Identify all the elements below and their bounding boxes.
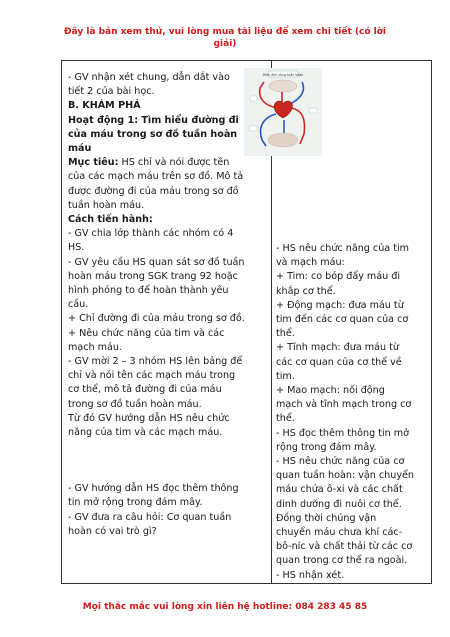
text-line: - HS nêu chức năng của cơ <box>276 456 405 468</box>
text-line: tiết 2 của bài học. <box>68 86 155 98</box>
text-line: các cơ quan của cơ thể về <box>276 356 402 368</box>
activity-title: Hoạt động 1: Tìm hiểu đường đi <box>68 114 239 126</box>
preview-notice: Đây là bản xem thử, vui lòng mua tài liệu để xem chi tiết (có lời giải) <box>63 27 387 49</box>
text-line: HS. <box>68 242 85 254</box>
text-line: và mạch máu: <box>276 257 345 269</box>
text-line: hoàn máu trong SGK trang 92 hoặc <box>68 270 238 282</box>
text-line: cầu. <box>68 299 89 311</box>
text-line: + Mao mạch: nối động <box>276 385 385 397</box>
student-activities-column <box>276 242 428 583</box>
text-line: cơ thể, mô tả đường đi của máu <box>68 384 222 396</box>
text-line: trong sơ đồ tuần hoàn máu. <box>68 398 202 410</box>
procedure-label: Cách tiến hành: <box>68 214 153 226</box>
text-line: - HS nêu chức năng của tim <box>276 243 409 254</box>
text-line: + Tĩnh mạch: đưa máu từ <box>276 342 399 354</box>
text-line: quan tuần hoàn: vận chuyển <box>276 470 415 482</box>
text-line: Từ đó GV hướng dẫn HS nêu chức <box>68 412 230 424</box>
text-line: năng của tim và các mạch máu. <box>68 427 223 439</box>
spacer <box>68 440 266 482</box>
text-line: Đồng thời chúng vận <box>276 512 377 524</box>
text-line: - GV yêu cầu HS quan sát sơ đồ tuần <box>68 256 245 268</box>
text-line: hình phóng to để hoàn thành yêu <box>68 285 229 297</box>
text-line: quan trong cơ thể ra ngoài. <box>276 555 408 567</box>
text-line: tim. <box>276 370 295 382</box>
text-line: - GV đưa ra câu hỏi: Cơ quan tuần <box>68 511 232 523</box>
text-line: thể. <box>276 328 295 340</box>
text-line: - HS đọc thêm thông tin mở <box>276 427 409 439</box>
text-line: thể. <box>276 413 295 425</box>
text-line: mạch và tĩnh mạch trong cơ <box>276 399 412 411</box>
text-line: chuyển máu chưa khí các- <box>276 527 403 539</box>
text-line: dinh dưỡng đi nuôi cơ thể. <box>276 498 402 510</box>
activity-title: máu <box>68 143 92 155</box>
text-line: bô-níc và chất thải từ các cơ <box>276 541 413 553</box>
text-line: mạch máu. <box>68 341 122 353</box>
hotline-notice: Mọi thắc mắc vui lòng xin liên hệ hotline: 084 283 45 85 <box>82 602 368 612</box>
text-line: - GV chia lớp thành các nhóm có 4 <box>68 228 234 240</box>
text-line: tim đến các cơ quan của cơ <box>276 314 409 326</box>
objective-label: Mục tiêu: <box>68 157 119 169</box>
text-line: chỉ và nói tên các mạch máu trong <box>68 370 236 382</box>
text-line: tuần hoàn máu. <box>68 199 145 211</box>
objective-text: HS chỉ và nói được tên <box>118 157 230 169</box>
text-line: được đường đi của máu trong sơ đồ <box>68 185 239 197</box>
text-line: - GV hướng dẫn HS đọc thêm thông <box>68 483 239 495</box>
figure-caption: Hình ảnh vòng tuần hoàn <box>262 72 304 77</box>
objective-line <box>68 156 266 170</box>
text-line: + Tim: co bóp đẩy máu đi <box>276 271 401 283</box>
text-line: rộng trong đám mây. <box>276 441 377 453</box>
activity-title: của máu trong sơ đồ tuần hoàn <box>68 128 238 140</box>
heart-circulation-diagram-icon <box>244 68 322 156</box>
teacher-activities-column <box>68 71 266 539</box>
text-line: - HS nhận xét. <box>276 569 345 581</box>
text-line: - GV nhận xét chung, dẫn dắt vào <box>68 72 230 83</box>
text-line: của các mạch máu trên sơ đồ. Mô tả <box>68 171 244 183</box>
circulation-diagram-figure <box>244 68 322 156</box>
text-line: máu chứa ô-xi và các chất <box>276 484 403 496</box>
text-line: hoàn có vai trò gì? <box>68 525 157 537</box>
text-line: tin mở rộng trong đám mây. <box>68 497 203 509</box>
text-line: khắp cơ thể. <box>276 285 336 297</box>
text-line: + Động mạch: đưa máu từ <box>276 299 404 311</box>
text-line: + Chỉ đường đi của máu trong sơ đồ. <box>68 313 245 325</box>
section-heading: B. KHÁM PHÁ <box>68 100 141 112</box>
text-line: - GV mời 2 – 3 nhóm HS lên bảng để <box>68 356 243 368</box>
text-line: + Nêu chức năng của tim và các <box>68 327 225 339</box>
